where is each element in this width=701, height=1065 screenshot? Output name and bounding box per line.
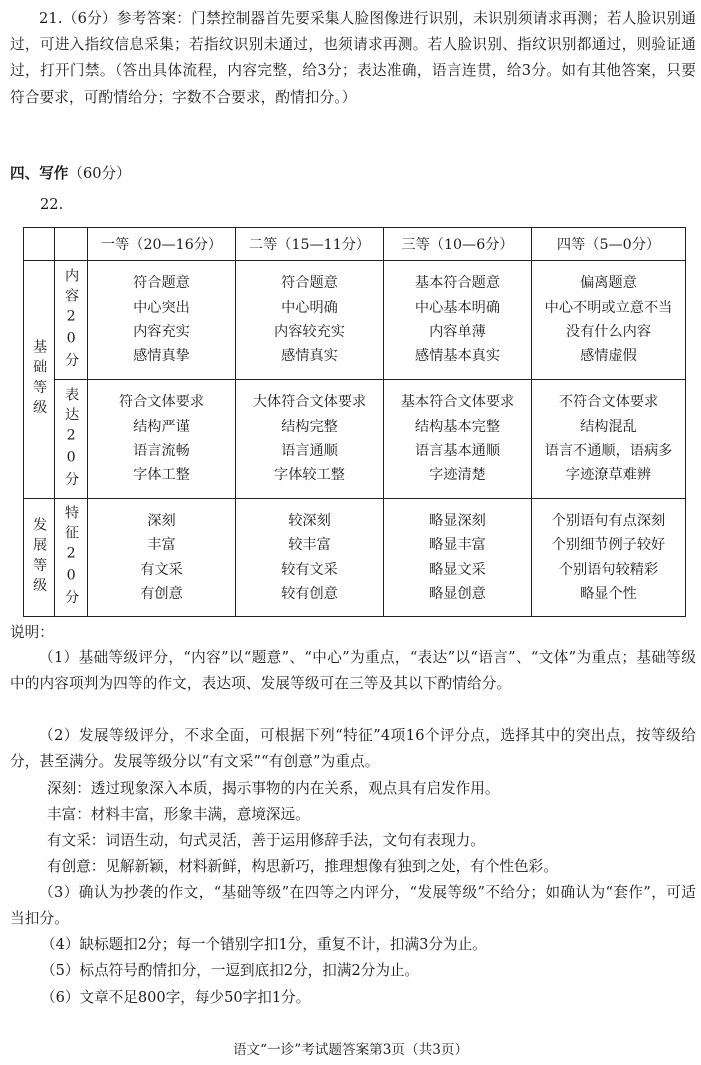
table-row [24,261,686,380]
group-label-development: 发展等级 [24,499,55,617]
table-cell: 个别语句有点深刻 个别细节例子较好 个别语句较精彩 略显个性 [532,499,686,617]
table-cell: 较深刻 较丰富 较有文采 较有创意 [236,499,384,617]
table-cell: 大体符合文体要求 结构完整 语言通顺 字体较工整 [236,380,384,499]
grading-table [23,227,686,617]
header-grade-2: 二等（15—11分） [236,228,384,261]
section-4-label: 四、写作 [10,165,69,182]
table-row [24,499,686,617]
group-label-basic: 基础等级 [24,261,55,499]
note-6: （6）文章不足800字，每少50字扣1分。 [41,989,311,1006]
table-cell: 符合题意 中心突出 内容充实 感情真挚 [88,261,236,380]
def-literary: 有文采：词语生动，句式灵活，善于运用修辞手法，文句有表现力。 [47,832,485,849]
table-row [24,380,686,499]
header-corner [24,228,55,261]
note-2: （2）发展等级评分，不求全面，可根据下列“特征”4项16个评分点，选择其中的突出点，按等级给分，甚至满分。发展等级分以“有文采”“有创意”为重点。 [10,727,696,771]
row-label-content: 内容20分 [55,261,88,380]
table-cell: 符合题意 中心明确 内容较充实 感情真实 [236,261,384,380]
grade-header-row [24,228,686,261]
section-4-score: （60分） [68,165,131,182]
q22-number: 22. [40,196,64,213]
table-cell: 偏离题意 中心不明或立意不当 没有什么内容 感情虚假 [532,261,686,380]
table-cell: 符合文体要求 结构严谨 语言流畅 字体工整 [88,380,236,499]
header-corner-2 [55,228,88,261]
header-grade-1: 一等（20—16分） [88,228,236,261]
note-5: （5）标点符号酌情扣分，一逗到底扣2分，扣满2分为止。 [41,962,420,979]
table-cell: 基本符合文体要求 结构基本完整 语言基本通顺 字迹清楚 [384,380,532,499]
row-label-features: 特征20分 [55,499,88,617]
section-4-title [10,164,131,184]
table-cell: 不符合文体要求 结构混乱 语言不通顺，语病多 字迹潦草难辨 [532,380,686,499]
header-grade-4: 四等（5—0分） [532,228,686,261]
def-deep: 深刻：透过现象深入本质，揭示事物的内在关系，观点具有启发作用。 [47,780,500,797]
page-footer: 语文“一诊”考试题答案第3页（共3页） [232,1042,469,1058]
note-3: （3）确认为抄袭的作文，“基础等级”在四等之内评分，“发展等级”不给分；如确认为“套作”，可适当扣分。 [10,884,696,928]
table-cell: 基本符合题意 中心基本明确 内容单薄 感情基本真实 [384,261,532,380]
note-1: （1）基础等级评分，“内容”以“题意”、“中心”为重点，“表达”以“语言”、“文体”为重点；基础等级中的内容项判为四等的作文，表达项、发展等级可在三等及其以下酌情给分。 [10,649,696,693]
table-cell: 深刻 丰富 有文采 有创意 [88,499,236,617]
def-creative: 有创意：见解新颖，材料新鲜，构思新巧，推理想像有独到之处，有个性色彩。 [47,858,558,875]
row-label-expression: 表达20分 [55,380,88,499]
table-cell: 略显深刻 略显丰富 略显文采 略显创意 [384,499,532,617]
header-grade-3: 三等（10—6分） [384,228,532,261]
def-rich: 丰富：材料丰富，形象丰满，意境深远。 [47,806,310,823]
notes-heading: 说明： [10,624,54,641]
note-4: （4）缺标题扣2分；每一个错别字扣1分，重复不计，扣满3分为止。 [41,936,487,953]
q21-answer: 21.（6分）参考答案：门禁控制器首先要采集人脸图像进行识别，未识别须请求再测；若人脸识别通过，可进入指纹信息采集；若指纹识别未通过，也须请求再测。若人脸识别、指纹识别都通过，则验证通过，打开门禁。（答出具体流程，内容完整，给3分；表达准确，语言连贯，给3分。如有其他答案，只要符合要求，可酌情给分；字数不合要求，酌情扣分。） [10,10,696,106]
